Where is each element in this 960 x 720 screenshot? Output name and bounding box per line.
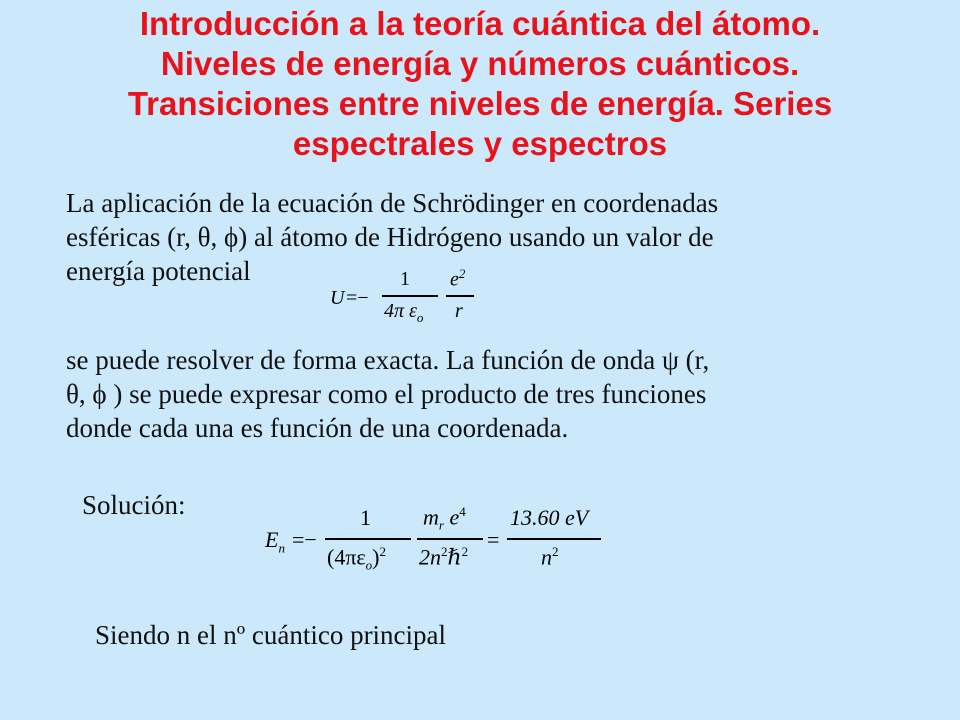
paragraph-wavefunction [66, 343, 709, 445]
title-line-2: Niveles de energía y números cuánticos. [160, 45, 800, 82]
formula-u-lhs: U [330, 287, 345, 309]
potential-energy-formula [330, 263, 480, 329]
formula-e-lhs [265, 529, 285, 554]
formula-e-den1-text: (4πε [327, 544, 366, 570]
formula-e-den3-text: n [541, 544, 552, 570]
closing-statement: Siendo n el nº cuántico principal [95, 620, 447, 650]
formula-e-denominator-2 [419, 545, 468, 568]
paragraph-2-line-1: se puede resolver de forma exacta. La función de onda ψ (r, [66, 345, 710, 375]
formula-u-denominator-2: r [455, 300, 463, 322]
formula-e-numerator-1: 1 [360, 505, 371, 530]
formula-u-den1-text: 4π ε [384, 300, 417, 322]
paragraph-1-line-2: esféricas (r, θ, ϕ) al átomo de Hidrógeno usando un valor de [66, 222, 714, 252]
paragraph-2-line-2: θ, ϕ ) se puede expresar como el producto de tres funciones [66, 379, 707, 409]
formula-e-equals-minus: =− [292, 527, 317, 552]
formula-e-numerator-3: 13.60 eV [510, 505, 589, 530]
title-line-1: Introducción a la teoría cuántica del átomo. [139, 5, 821, 42]
energy-levels-formula [265, 505, 605, 575]
formula-u-fraction-bar-2 [446, 295, 474, 297]
formula-e-den2-hbar: ℏ [447, 544, 462, 570]
formula-e-equals: = [487, 527, 500, 552]
formula-e-num2-e: e [449, 504, 460, 530]
paragraph-1-line-3: energía potencial [66, 256, 251, 286]
formula-u-numerator-1: 1 [400, 268, 410, 290]
solution-label: Solución: [82, 490, 186, 520]
paragraph-2-line-3: donde cada una es función de una coordenada. [66, 413, 569, 443]
formula-e-den3-sup: 2 [552, 544, 559, 559]
slide-title [40, 4, 920, 164]
formula-e-num2-sup: 4 [459, 504, 466, 519]
formula-u-num2-sup: 2 [458, 266, 466, 281]
formula-e-denominator-3 [541, 545, 559, 568]
title-line-4: espectrales y espectros [292, 125, 668, 162]
formula-u-numerator-2 [450, 267, 465, 290]
formula-e-fraction-bar-3 [507, 538, 601, 540]
formula-e-num2-m: m [423, 504, 439, 530]
formula-e-den1-close: ) [372, 544, 380, 570]
paragraph-1-line-1: La aplicación de la ecuación de Schrödinger en coordenadas [66, 188, 719, 218]
formula-e-lhs-sub: n [278, 540, 285, 556]
formula-u-denominator-1 [384, 301, 423, 324]
formula-e-den1-sup: 2 [379, 544, 386, 559]
formula-e-numerator-2 [423, 505, 466, 532]
formula-e-den2-sup2: 2 [461, 544, 469, 559]
formula-e-fraction-bar-2 [417, 538, 483, 540]
formula-e-den1-sub: o [365, 557, 373, 573]
formula-e-den2-sup1: 2 [441, 544, 448, 559]
formula-u-num2-text: e [450, 268, 459, 291]
formula-u-equals-minus: =− [346, 287, 369, 309]
formula-e-lhs-text: E [265, 527, 279, 552]
formula-u-fraction-bar-1 [382, 295, 438, 297]
formula-u-den1-sub: o [416, 310, 424, 325]
formula-e-fraction-bar-1 [325, 538, 411, 540]
formula-e-denominator-1 [327, 545, 386, 572]
title-line-3: Transiciones entre niveles de energía. Series [127, 85, 833, 122]
formula-e-den2-text: 2n [419, 544, 441, 570]
formula-e-num2-sub: r [438, 517, 444, 533]
